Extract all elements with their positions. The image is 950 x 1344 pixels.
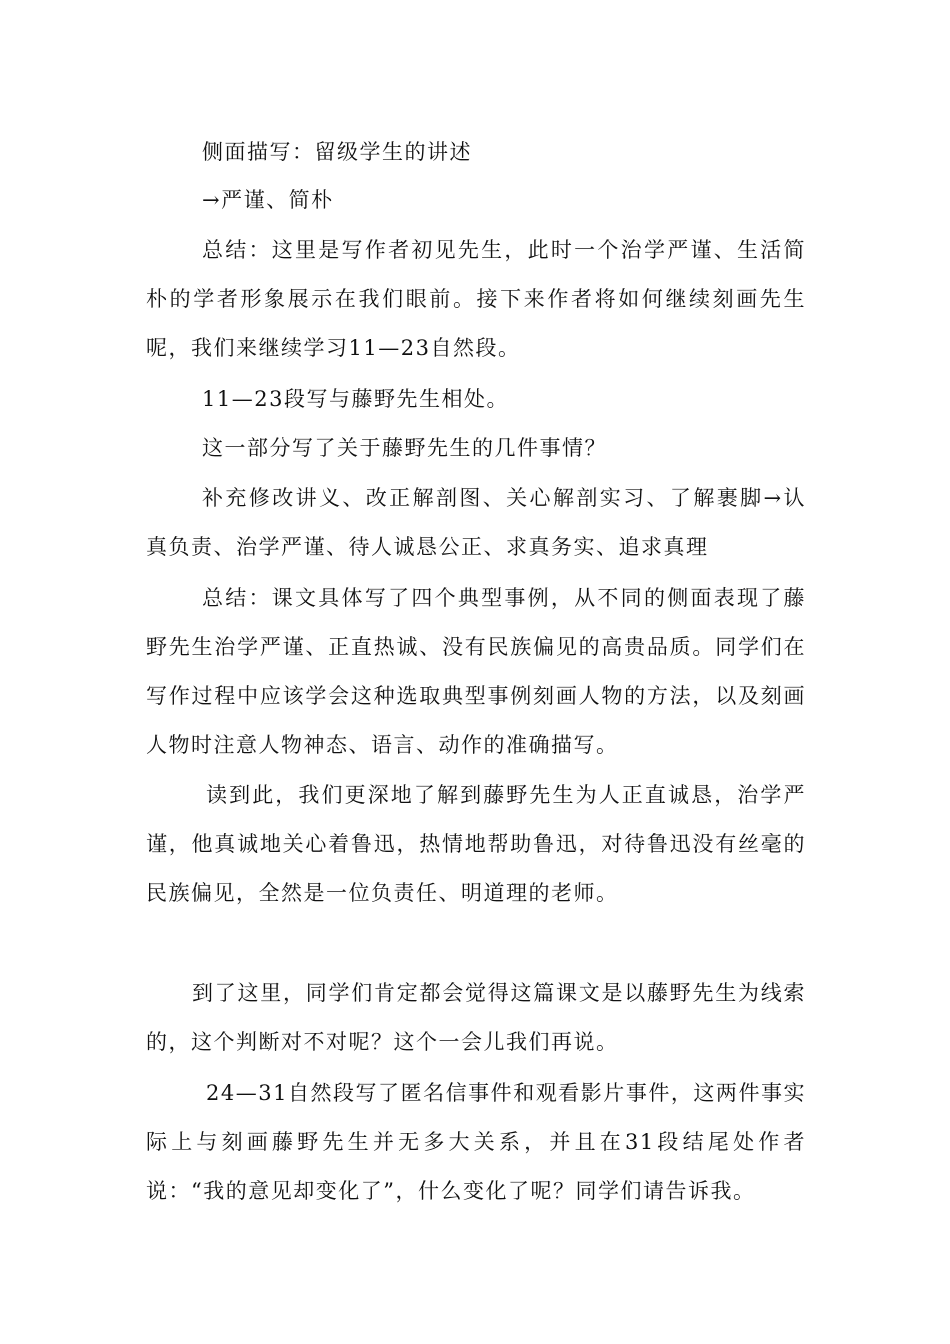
paragraph-reading-conclusion: 读到此，我们更深地了解到藤野先生为人正直诚恳，治学严谨，他真诚地关心着鲁迅，热情地帮助鲁迅，对待鲁迅没有丝毫的民族偏见，全然是一位负责任、明道理的老师。 [146,783,806,905]
paragraph-summary-four-examples: 总结：课文具体写了四个典型事例，从不同的侧面表现了藤野先生治学严谨、正直热诚、没有民族偏见的高贵品质。同学们在写作过程中应该学会这种选取典型事例刻画人物的方法，以及刻画人物时注意人物神态、语言、动作的准确描写。 [146,586,806,757]
paragraph-sections-11-23: 11—23段写与藤野先生相处。 [202,387,509,411]
paragraph-summary-first-meeting: 总结：这里是写作者初见先生，此时一个治学严谨、生活简朴的学者形象展示在我们眼前。接下来作者将如何继续刻画先生呢，我们来继续学习11—23自然段。 [146,238,806,360]
paragraph-side-description: 侧面描写：留级学生的讲述 [202,140,472,164]
paragraph-rigorous-simple: →严谨、简朴 [202,188,334,212]
paragraph-sections-24-31: 24—31自然段写了匿名信事件和观看影片事件，这两件事实际上与刻画藤野先生并无多大关系，并且在31段结尾处作者说：“我的意见却变化了”，什么变化了呢？同学们请告诉我。 [146,1081,806,1203]
paragraph-question-events: 这一部分写了关于藤野先生的几件事情？ [202,436,607,460]
paragraph-clue-question: 到了这里，同学们肯定都会觉得这篇课文是以藤野先生为线索的，这个判断对不对呢？这个一会儿我们再说。 [146,981,806,1054]
paragraph-events-list: 补充修改讲义、改正解剖图、关心解剖实习、了解裹脚→认真负责、治学严谨、待人诚恳公正、求真务实、追求真理 [146,486,806,559]
